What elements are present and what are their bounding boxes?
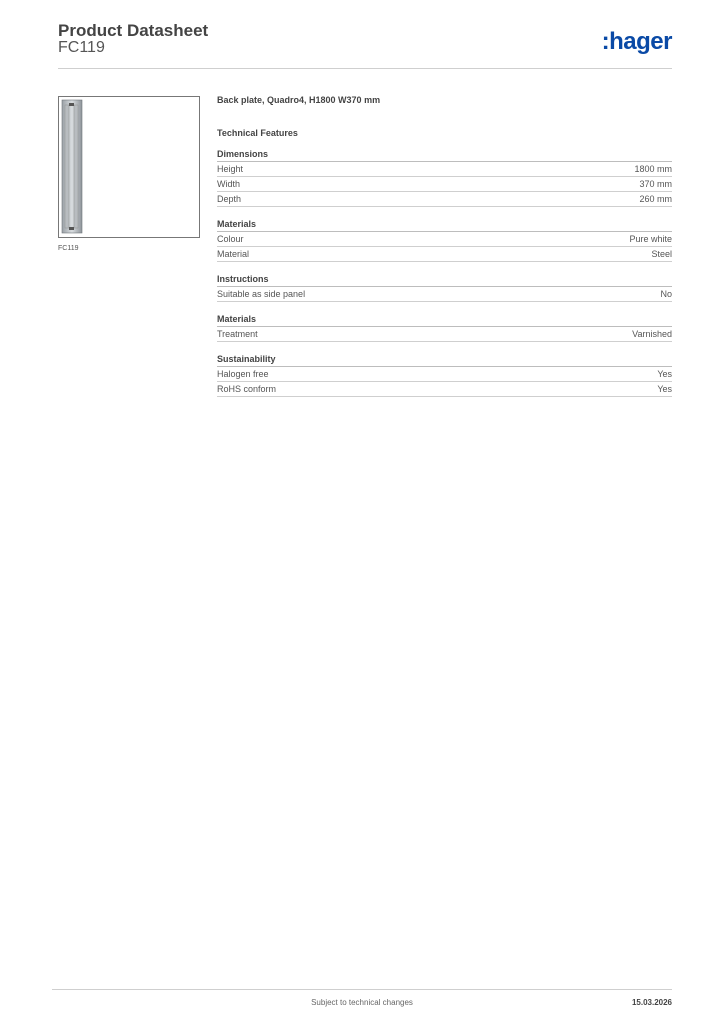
technical-features-title: Technical Features [217,128,298,138]
footer-date: 15.03.2026 [631,998,672,1007]
table-row [217,287,672,302]
table-row [217,232,672,247]
image-caption: FC119 [58,245,79,252]
footer-divider [52,989,672,990]
row-value: Varnished [632,329,672,339]
group-title: Sustainability [217,354,672,367]
group-materials-treatment [217,314,672,342]
row-value: Steel [651,249,672,259]
row-label: Colour [217,234,244,244]
group-title: Dimensions [217,149,672,162]
table-row [217,162,672,177]
group-materials [217,219,672,262]
row-label: Width [217,179,241,189]
table-row [217,382,672,397]
row-value: No [660,289,672,299]
back-plate-illustration [59,97,199,237]
product-code: FC119 [58,39,105,56]
page-title: Product Datasheet [58,21,209,40]
group-title: Materials [217,314,672,327]
product-description: Back plate, Quadro4, H1800 W370 mm [217,95,381,105]
header-divider [58,68,672,69]
row-label: Material [217,249,250,259]
row-value: Yes [657,384,672,394]
group-instructions [217,274,672,302]
row-label: Suitable as side panel [217,289,306,299]
row-label: Height [217,164,244,174]
table-row [217,192,672,207]
table-row [217,177,672,192]
group-dimensions [217,149,672,207]
group-sustainability [217,354,672,397]
row-value: Yes [657,369,672,379]
row-label: Depth [217,194,242,204]
row-value: Pure white [629,234,672,244]
row-value: 260 mm [639,194,672,204]
hager-logo: :hager [601,28,672,55]
group-title: Instructions [217,274,672,287]
row-label: RoHS conform [217,384,277,394]
row-label: Treatment [217,329,258,339]
table-row [217,327,672,342]
row-value: 370 mm [639,179,672,189]
footer-note: Subject to technical changes [311,998,413,1007]
row-label: Halogen free [217,369,269,379]
table-row [217,247,672,262]
table-row [217,367,672,382]
product-content [217,95,672,409]
row-value: 1800 mm [634,164,672,174]
product-image [58,96,200,238]
group-title: Materials [217,219,672,232]
